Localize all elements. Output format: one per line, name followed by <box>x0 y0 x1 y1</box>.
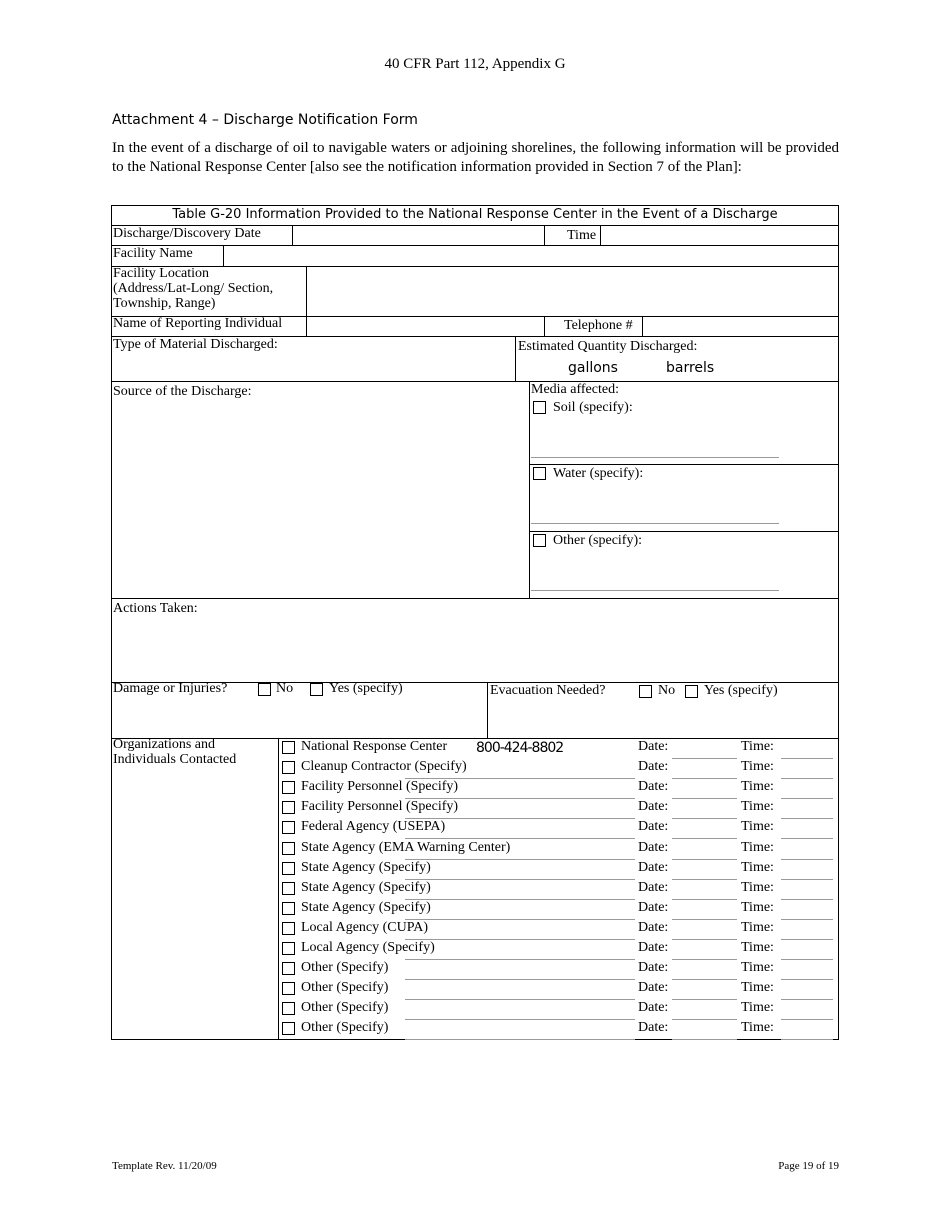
reporting-individual-label: Name of Reporting Individual <box>113 316 283 331</box>
contact-date-label: Date: <box>638 1020 669 1035</box>
contact-label: Facility Personnel (Specify) <box>301 799 459 814</box>
contact-time-label: Time: <box>741 779 774 794</box>
orgs-label-2: Individuals Contacted <box>113 752 237 767</box>
nrc-phone: 800-424-8802 <box>476 740 564 756</box>
orgs-label-1: Organizations and <box>113 737 215 752</box>
quantity-label: Estimated Quantity Discharged: <box>518 339 698 354</box>
other-specify-line[interactable] <box>531 590 779 591</box>
evacuation-yes-checkbox[interactable] <box>685 685 698 698</box>
telephone-label: Telephone # <box>564 318 633 333</box>
contact-checkbox[interactable] <box>282 1002 295 1015</box>
contact-row <box>279 1000 838 1020</box>
contact-checkbox[interactable] <box>282 1022 295 1035</box>
contact-date-line[interactable] <box>672 1039 737 1040</box>
evacuation-no-checkbox[interactable] <box>639 685 652 698</box>
contact-date-label: Date: <box>638 1000 669 1015</box>
contact-time-label: Time: <box>741 1000 774 1015</box>
contact-label: State Agency (Specify) <box>301 860 431 875</box>
contact-checkbox[interactable] <box>282 922 295 935</box>
contact-time-label: Time: <box>741 880 774 895</box>
soil-specify-line[interactable] <box>531 457 779 458</box>
water-label: Water (specify): <box>553 466 644 481</box>
contact-time-label: Time: <box>741 900 774 915</box>
contact-label: Local Agency (CUPA) <box>301 920 429 935</box>
actions-label: Actions Taken: <box>113 601 198 616</box>
contact-time-label: Time: <box>741 960 774 975</box>
contact-name-line[interactable] <box>405 838 635 839</box>
contact-date-label: Date: <box>638 840 669 855</box>
contact-label: National Response Center <box>301 739 448 754</box>
contact-label: Facility Personnel (Specify) <box>301 779 459 794</box>
contact-checkbox[interactable] <box>282 902 295 915</box>
contact-time-label: Time: <box>741 920 774 935</box>
document-reference: 40 CFR Part 112, Appendix G <box>384 56 566 72</box>
damage-no-label: No <box>276 681 294 696</box>
reporting-individual-field[interactable] <box>307 317 544 336</box>
contact-date-label: Date: <box>638 739 669 754</box>
contact-time-line[interactable] <box>781 838 833 839</box>
contact-checkbox[interactable] <box>282 821 295 834</box>
evacuation-label: Evacuation Needed? <box>490 683 606 698</box>
contact-date-label: Date: <box>638 980 669 995</box>
damage-no-checkbox[interactable] <box>258 683 271 696</box>
contact-checkbox[interactable] <box>282 942 295 955</box>
facility-location-label-3: Township, Range) <box>113 296 216 311</box>
damage-label: Damage or Injuries? <box>113 681 228 696</box>
contact-label: Other (Specify) <box>301 980 389 995</box>
contact-checkbox[interactable] <box>282 842 295 855</box>
contact-label: Local Agency (Specify) <box>301 940 435 955</box>
contact-time-label: Time: <box>741 799 774 814</box>
damage-yes-label: Yes (specify) <box>329 681 403 696</box>
water-specify-line[interactable] <box>531 523 779 524</box>
contact-label: Federal Agency (USEPA) <box>301 819 446 834</box>
evacuation-no-label: No <box>658 683 676 698</box>
source-field[interactable] <box>112 402 528 597</box>
discovery-time-field[interactable] <box>601 226 838 245</box>
facility-name-label: Facility Name <box>113 246 193 261</box>
evacuation-yes-label: Yes (specify) <box>704 683 778 698</box>
template-revision: Template Rev. 11/20/09 <box>112 1160 217 1172</box>
contact-row <box>279 960 838 980</box>
contact-row <box>279 779 838 799</box>
contact-time-label: Time: <box>741 840 774 855</box>
contact-label: Other (Specify) <box>301 960 389 975</box>
other-media-label: Other (specify): <box>553 533 643 548</box>
page-number: Page 19 of 19 <box>778 1160 839 1172</box>
contact-label: Cleanup Contractor (Specify) <box>301 759 467 774</box>
contact-row <box>279 940 838 960</box>
contact-date-label: Date: <box>638 819 669 834</box>
quantity-field[interactable] <box>518 358 566 378</box>
contact-label: State Agency (Specify) <box>301 880 431 895</box>
contact-checkbox[interactable] <box>282 962 295 975</box>
contact-time-label: Time: <box>741 739 774 754</box>
material-label: Type of Material Discharged: <box>113 337 278 352</box>
intro-paragraph: In the event of a discharge of oil to navigable waters or adjoining shorelines, the following information will be provided to the National Response Center [also see the notification information provided in Section 7 of the Plan]: <box>112 140 839 175</box>
time-label: Time <box>567 228 597 243</box>
facility-name-field[interactable] <box>224 246 838 266</box>
damage-yes-checkbox[interactable] <box>310 683 323 696</box>
attachment-title: Attachment 4 – Discharge Notification Form <box>112 112 418 128</box>
soil-checkbox[interactable] <box>533 401 546 414</box>
contact-time-label: Time: <box>741 1020 774 1035</box>
contact-time-line[interactable] <box>781 1039 833 1040</box>
contact-date-label: Date: <box>638 779 669 794</box>
contact-time-label: Time: <box>741 980 774 995</box>
contact-date-label: Date: <box>638 799 669 814</box>
contact-checkbox[interactable] <box>282 882 295 895</box>
contact-date-label: Date: <box>638 960 669 975</box>
contact-time-label: Time: <box>741 819 774 834</box>
contact-row <box>279 799 838 819</box>
table-caption: Table G-20 Information Provided to the National Response Center in the Event of a Discharge <box>172 207 778 222</box>
contact-row <box>279 1020 838 1040</box>
contact-label: Other (Specify) <box>301 1000 389 1015</box>
contact-label: State Agency (Specify) <box>301 900 431 915</box>
contact-name-line[interactable] <box>405 1039 635 1040</box>
facility-location-label-2: (Address/Lat-Long/ Section, <box>113 281 274 296</box>
contact-checkbox[interactable] <box>282 741 295 754</box>
material-field[interactable] <box>112 355 514 380</box>
source-label: Source of the Discharge: <box>113 384 252 399</box>
contact-checkbox[interactable] <box>282 781 295 794</box>
discovery-date-field[interactable] <box>293 226 543 245</box>
contact-label: State Agency (EMA Warning Center) <box>301 840 511 855</box>
facility-location-label-1: Facility Location <box>113 266 210 281</box>
contact-checkbox[interactable] <box>282 801 295 814</box>
contact-date-label: Date: <box>638 900 669 915</box>
contact-date-line[interactable] <box>672 838 737 839</box>
contact-row <box>279 880 838 900</box>
contact-row <box>279 819 838 839</box>
contact-row <box>279 980 838 1000</box>
other-media-checkbox[interactable] <box>533 534 546 547</box>
contact-date-label: Date: <box>638 860 669 875</box>
contact-checkbox[interactable] <box>282 982 295 995</box>
facility-location-field[interactable] <box>307 267 838 316</box>
water-checkbox[interactable] <box>533 467 546 480</box>
contact-row <box>279 840 838 860</box>
contact-time-label: Time: <box>741 759 774 774</box>
contact-row <box>279 900 838 920</box>
contact-checkbox[interactable] <box>282 761 295 774</box>
contact-label: Other (Specify) <box>301 1020 389 1035</box>
gallons-label: gallons <box>568 360 618 376</box>
contact-time-label: Time: <box>741 940 774 955</box>
contact-checkbox[interactable] <box>282 862 295 875</box>
contact-time-label: Time: <box>741 860 774 875</box>
soil-label: Soil (specify): <box>553 400 633 415</box>
telephone-field[interactable] <box>643 317 838 336</box>
discovery-date-label: Discharge/Discovery Date <box>113 226 261 241</box>
contact-date-label: Date: <box>638 920 669 935</box>
contact-date-label: Date: <box>638 880 669 895</box>
media-label: Media affected: <box>531 382 619 397</box>
contact-date-label: Date: <box>638 940 669 955</box>
contact-row <box>279 920 838 940</box>
barrels-label: barrels <box>666 360 715 376</box>
actions-field[interactable] <box>112 619 838 681</box>
contact-row <box>279 759 838 779</box>
contact-date-label: Date: <box>638 759 669 774</box>
contact-row <box>279 860 838 880</box>
